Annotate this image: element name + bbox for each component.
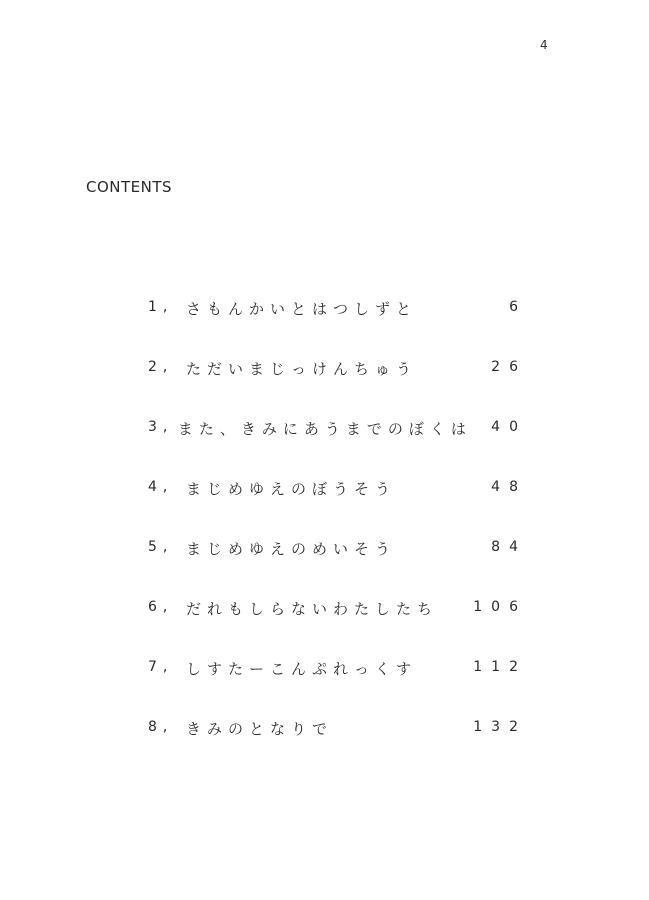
toc-entry-number: 2, bbox=[148, 359, 174, 375]
toc-entry bbox=[148, 415, 527, 475]
toc-entry-number: 3, bbox=[148, 419, 174, 435]
toc-entry-page: 26 bbox=[491, 359, 527, 375]
contents-heading: CONTENTS bbox=[86, 178, 173, 196]
toc-entry-number: 6, bbox=[148, 599, 174, 615]
toc-entry-page: 84 bbox=[491, 539, 527, 555]
toc-entry-number: 1, bbox=[148, 299, 174, 315]
toc-entry-title: だれもしらないわたしたち bbox=[186, 600, 439, 618]
toc-entry-page: 40 bbox=[491, 419, 527, 435]
toc-entry bbox=[148, 715, 527, 775]
toc-entry bbox=[148, 475, 527, 535]
toc-entry-title: まじめゆえのめいそう bbox=[186, 540, 397, 558]
toc-entry-title: きみのとなりで bbox=[186, 720, 334, 738]
toc-entry-title: しすたーこんぷれっくす bbox=[186, 660, 418, 678]
page-number: 4 bbox=[540, 38, 548, 52]
toc-entry-title: さもんかいとはつしずと bbox=[186, 300, 418, 318]
toc-entry-title: まじめゆえのぼうそう bbox=[186, 480, 397, 498]
toc-entry-page: 6 bbox=[509, 299, 527, 315]
toc-entry bbox=[148, 655, 527, 715]
toc-entry-number: 4, bbox=[148, 479, 174, 495]
toc-entry bbox=[148, 595, 527, 655]
toc-entry-title: また、きみにあうまでのぼくは bbox=[177, 420, 472, 438]
toc-entry bbox=[148, 535, 527, 595]
toc-entry bbox=[148, 355, 527, 415]
toc-entry-number: 7, bbox=[148, 659, 174, 675]
toc-list bbox=[148, 295, 527, 775]
toc-entry bbox=[148, 295, 527, 355]
toc-entry-page: 48 bbox=[491, 479, 527, 495]
toc-entry-page: 132 bbox=[473, 719, 527, 735]
toc-entry-number: 8, bbox=[148, 719, 174, 735]
toc-entry-page: 106 bbox=[473, 599, 527, 615]
toc-entry-page: 112 bbox=[473, 659, 527, 675]
toc-entry-title: ただいまじっけんちゅう bbox=[186, 360, 418, 378]
toc-entry-number: 5, bbox=[148, 539, 174, 555]
